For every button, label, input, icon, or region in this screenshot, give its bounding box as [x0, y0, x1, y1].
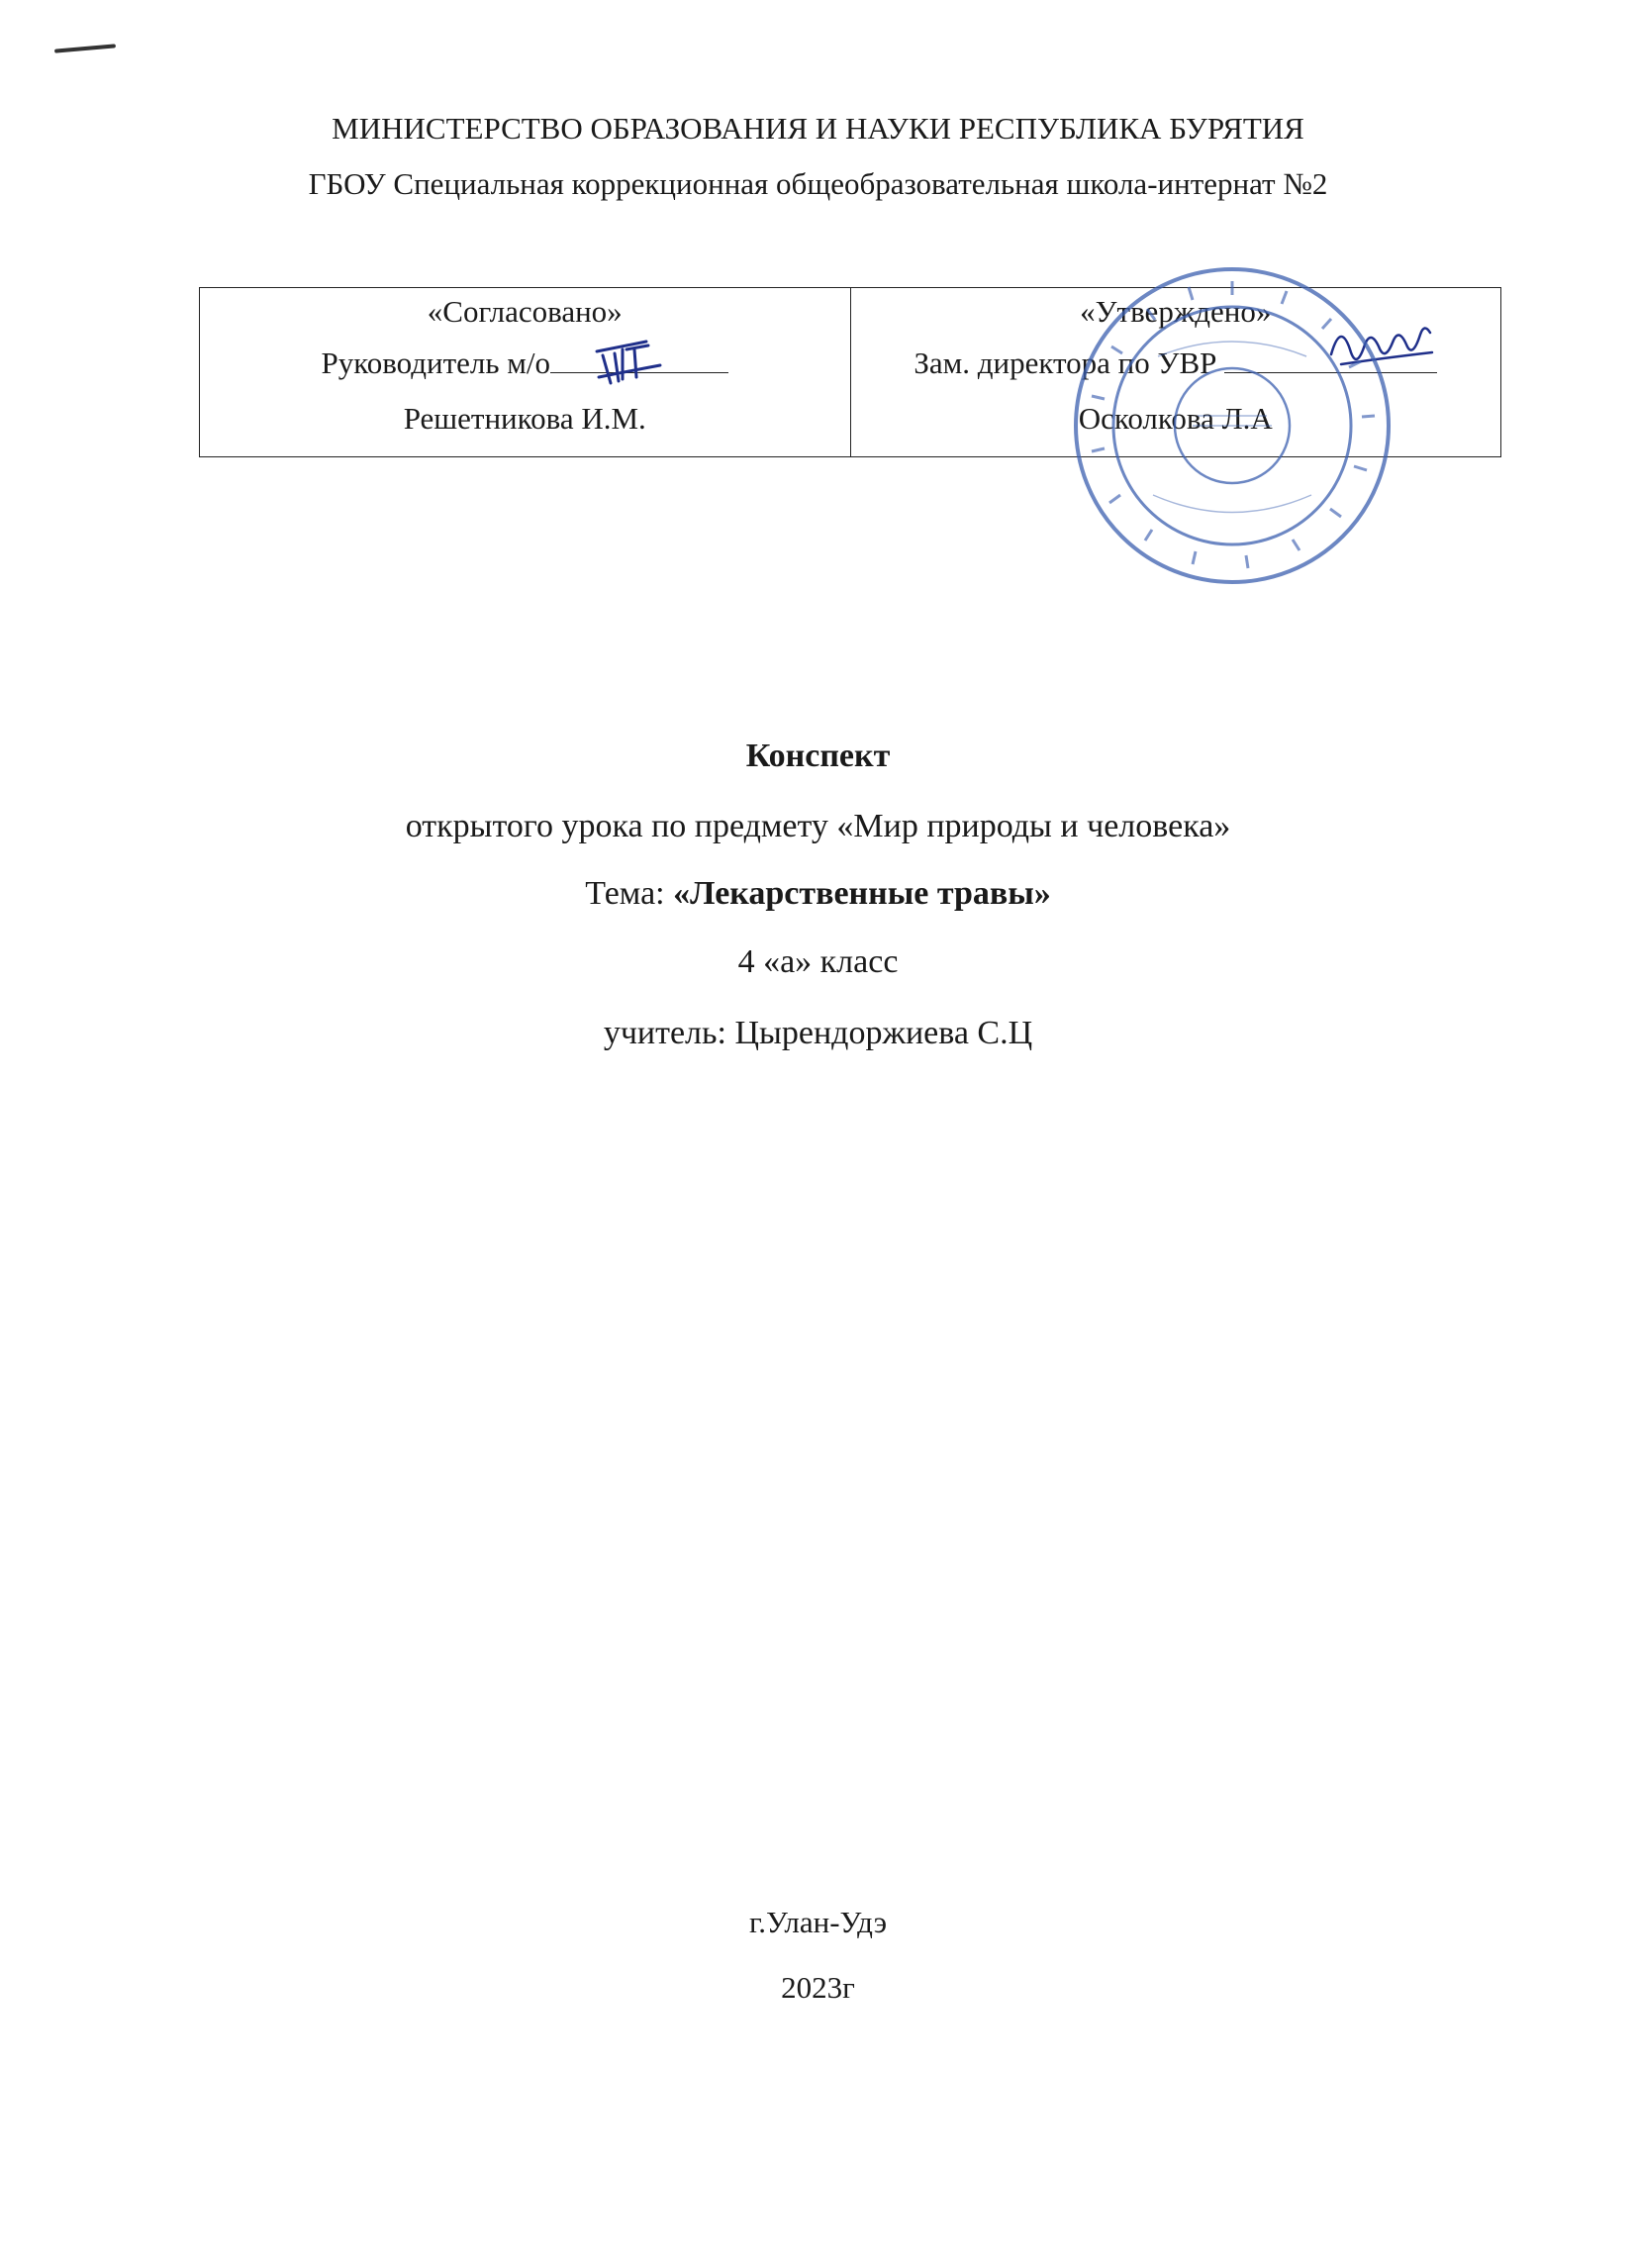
official-stamp: [1064, 257, 1400, 594]
teacher-label: учитель: Цырендоржиева С.Ц: [603, 1015, 1033, 1051]
topic-name: «Лекарственные травы»: [673, 875, 1051, 912]
school-heading: ГБОУ Специальная коррекционная общеобразовательная школа-интернат №2: [308, 166, 1328, 201]
approval-agreed-cell: [200, 288, 850, 456]
agreed-role: Руководитель м/о: [321, 345, 551, 380]
year-label: 2023г: [781, 1970, 855, 2005]
scan-mark: [54, 44, 116, 52]
topic-prefix: Тема:: [585, 875, 674, 912]
grade-label: 4 «а» класс: [737, 943, 899, 980]
agreed-name: Решетникова И.М.: [403, 401, 646, 436]
document-title: Конспект: [745, 738, 891, 774]
city-label: г.Улан-Удэ: [748, 1905, 887, 1939]
ministry-heading: МИНИСТЕРСТВО ОБРАЗОВАНИЯ И НАУКИ РЕСПУБЛИКА БУРЯТИЯ: [332, 111, 1304, 146]
approved-role: Зам. директора по УВР: [914, 345, 1217, 380]
agreed-role-line: [200, 345, 850, 381]
agreed-heading: «Согласовано»: [427, 294, 623, 329]
signature-resheknikova: [589, 332, 668, 391]
approved-name: Осколкова Л.А: [1078, 401, 1273, 436]
lesson-subtitle: открытого урока по предмету «Мир природы и человека»: [405, 808, 1231, 844]
approved-heading: «Утверждено»: [1080, 294, 1272, 329]
lesson-topic: [0, 875, 1636, 913]
